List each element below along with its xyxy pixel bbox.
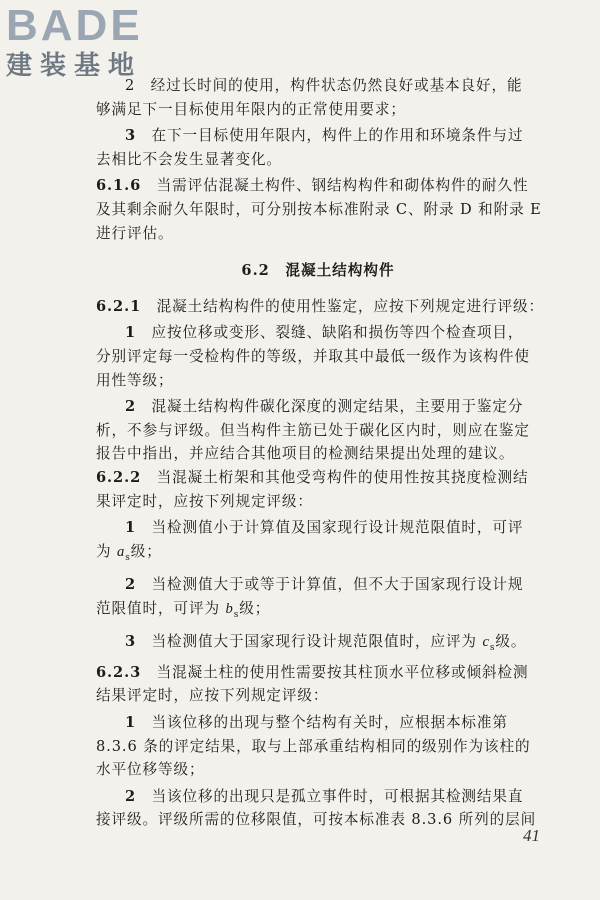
text-line: 析，不参与评级。但当构件主筋已处于碳化区内时，则应在鉴定 <box>96 421 530 439</box>
watermark-logo <box>6 2 176 82</box>
clause-line: 6.1.6 当需评估混凝土构件、钢结构构件和砌体构件的耐久性 <box>96 177 529 195</box>
page-body <box>96 74 544 832</box>
list-item: 1 当该位移的出现与整个结构有关时，应根据本标准第 <box>125 713 508 731</box>
section-title: 6.2 混凝土结构构件 <box>241 262 395 280</box>
text-line: 范限值时，可评为 $b_s$级； <box>96 599 271 620</box>
text-line: 结果评定时，应按下列规定评级： <box>96 687 329 705</box>
clause-line: 6.2.2 当混凝土桁架和其他受弯构件的使用性按其挠度检测结 <box>96 468 529 486</box>
text-line: 水平位移等级； <box>96 761 205 779</box>
clause-line: 6.2.3 当混凝土柱的使用性需要按其柱顶水平位移或倾斜检测 <box>96 663 529 681</box>
list-item: 3 在下一目标使用年限内，构件上的作用和环境条件与过 <box>125 127 524 145</box>
list-item: 2 当该位移的出现只是孤立事件时，可根据其检测结果直 <box>125 787 524 805</box>
text-line: 及其剩余耐久年限时，可分别按本标准附录 C、附录 D 和附录 E <box>96 200 542 218</box>
text-line: 进行评估。 <box>96 224 174 242</box>
list-item: 1 当检测值小于计算值及国家现行设计规范限值时，可评 <box>125 519 524 537</box>
clause-line: 6.2.1 混凝土结构构件的使用性鉴定，应按下列规定进行评级： <box>96 297 544 315</box>
list-item: 3 当检测值大于国家现行设计规范限值时，应评为 $c_s$级。 <box>125 633 527 654</box>
text-line: 为 $a_s$级； <box>96 542 162 563</box>
text-line: 8.3.6 条的评定结果，取与上部承重结构相同的级别作为该柱的 <box>96 737 531 755</box>
text-line: 2 经过长时间的使用，构件状态仍然良好或基本良好，能 <box>125 77 523 94</box>
text-line: 用性等级； <box>96 371 174 389</box>
text-line: 接评级。评级所需的位移限值，可按本标准表 8.3.6 所列的层间 <box>96 811 537 829</box>
watermark-subtitle: 建装基地 <box>6 51 143 81</box>
list-item: 2 混凝土结构构件碳化深度的测定结果，主要用于鉴定分 <box>125 398 524 416</box>
page-number: 41 <box>523 826 540 845</box>
list-item: 2 当检测值大于或等于计算值，但不大于国家现行设计规 <box>125 576 524 594</box>
watermark-brand: BADE <box>6 1 143 50</box>
list-item: 1 应按位移或变形、裂缝、缺陷和损伤等四个检查项目， <box>125 324 524 342</box>
text-line: 报告中指出，并应结合其他项目的检测结果提出处理的建议。 <box>96 445 515 463</box>
text-line: 去相比不会发生显著变化。 <box>96 150 282 168</box>
text-line: 果评定时，应按下列规定评级： <box>96 492 313 510</box>
text-line: 够满足下一目标使用年限内的正常使用要求； <box>96 100 406 118</box>
text-line: 分别评定每一受检构件的等级，并取其中最低一级作为该构件使 <box>96 347 530 365</box>
